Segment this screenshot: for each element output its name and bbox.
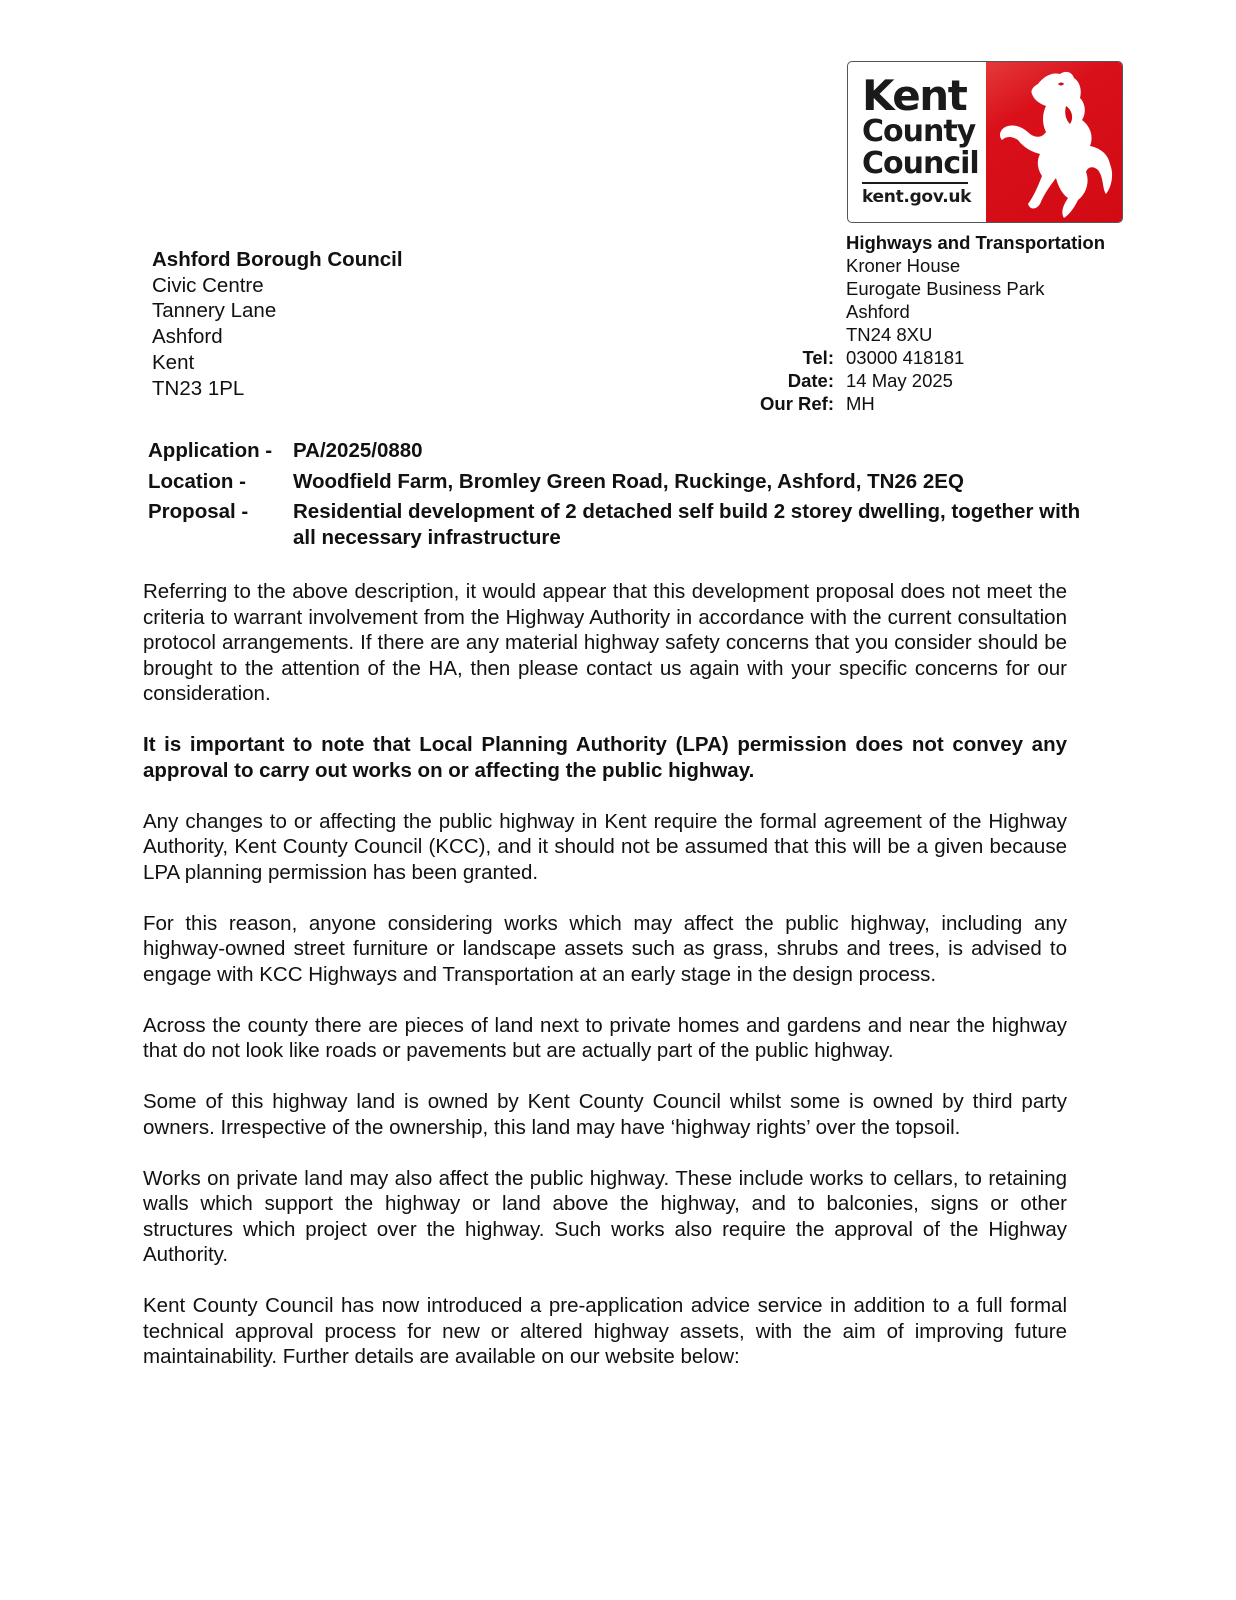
- tel-label: Tel:: [802, 347, 834, 368]
- date-label: Date:: [787, 370, 834, 391]
- proposal-row: [148, 499, 1088, 550]
- location-value: Woodfield Farm, Bromley Green Road, Ruckinge, Ashford, TN26 2EQ: [293, 469, 964, 493]
- date-value: 14 May 2025: [846, 370, 953, 391]
- recipient-address-line: Civic Centre: [152, 273, 264, 297]
- body-paragraph: Kent County Council has now introduced a pre-application advice service in addition to a full formal technical approval process for new or altered highway assets, with the aim of improving future maintainability. Further details are available on our website below:: [143, 1294, 1067, 1368]
- sender-department: Highways and Transportation: [846, 232, 1106, 253]
- logo-text-kent: Kent: [862, 71, 967, 120]
- body-paragraph: Works on private land may also affect the public highway. These include works to cellars, to retaining walls which support the highway or land above the highway, and to balconies, signs or other structures which project over the highway. Such works also require the approval of the Highway Authority.: [143, 1166, 1067, 1266]
- logo-emblem-panel: [986, 62, 1122, 222]
- sender-address-line: TN24 8XU: [846, 324, 933, 345]
- logo-text-council: Council: [862, 148, 968, 184]
- body-paragraph: Referring to the above description, it would appear that this development proposal does not meet the criteria to warrant involvement from the Highway Authority in accordance with the current consultation protocol arrangements. If there are any material highway safety concerns that you consider should be brought to the attention of the HA, then please contact us again with your specific concerns for our consideration.: [143, 580, 1067, 705]
- logo-url: kent.gov.uk: [862, 187, 972, 207]
- body-paragraph: For this reason, anyone considering works which may affect the public highway, including any highway-owned street furniture or landscape assets such as grass, shrubs and trees, is advised to engage with KCC Highways and Transportation at an early stage in the design process.: [143, 911, 1067, 986]
- proposal-label: Proposal -: [148, 500, 249, 524]
- sender-address: [760, 231, 1106, 415]
- white-horse-rampant-icon: [986, 62, 1123, 223]
- letter-body: [143, 579, 1067, 1395]
- recipient-name: Ashford Borough Council: [152, 248, 403, 271]
- body-paragraph: Any changes to or affecting the public highway in Kent require the formal agreement of the Highway Authority, Kent County Council (KCC), and it should not be assumed that this will be a given because LPA planning permission has been granted.: [143, 809, 1067, 884]
- application-row: [148, 438, 1088, 464]
- application-details: [148, 438, 1088, 556]
- date-row: [787, 369, 1105, 392]
- proposal-value: Residential development of 2 detached self build 2 storey dwelling, together with all necessary infrastructure: [293, 500, 1081, 550]
- tel-row: [802, 346, 1105, 369]
- recipient-address-line: TN23 1PL: [152, 376, 245, 400]
- recipient-address: [152, 247, 403, 401]
- sender-address-line: Eurogate Business Park: [846, 278, 1045, 299]
- ref-label: Our Ref:: [760, 393, 834, 414]
- sender-address-line: Ashford: [846, 301, 910, 322]
- logo-text-county: County: [862, 114, 976, 149]
- logo-wordmark: [848, 62, 986, 222]
- important-note-paragraph: It is important to note that Local Planning Authority (LPA) permission does not convey any approval to carry out works on or affecting the public highway.: [143, 733, 1067, 782]
- application-number: PA/2025/0880: [293, 439, 423, 462]
- location-label: Location -: [148, 469, 246, 493]
- body-paragraph: Across the county there are pieces of land next to private homes and gardens and near the highway that do not look like roads or pavements but are actually part of the public highway.: [143, 1013, 1067, 1062]
- ref-row: [760, 392, 1105, 415]
- recipient-address-line: Ashford: [152, 325, 223, 349]
- ref-value: MH: [846, 393, 875, 414]
- sender-address-line: Kroner House: [846, 255, 961, 276]
- recipient-address-line: Kent: [152, 350, 195, 374]
- location-row: [148, 469, 1088, 495]
- tel-value: 03000 418181: [846, 347, 965, 368]
- application-label: Application -: [148, 439, 273, 462]
- body-paragraph: Some of this highway land is owned by Kent County Council whilst some is owned by third party owners. Irrespective of the ownership, this land may have ‘highway rights’ over the topsoil.: [143, 1090, 1067, 1139]
- recipient-address-line: Tannery Lane: [152, 299, 277, 323]
- kcc-logo: [847, 61, 1123, 223]
